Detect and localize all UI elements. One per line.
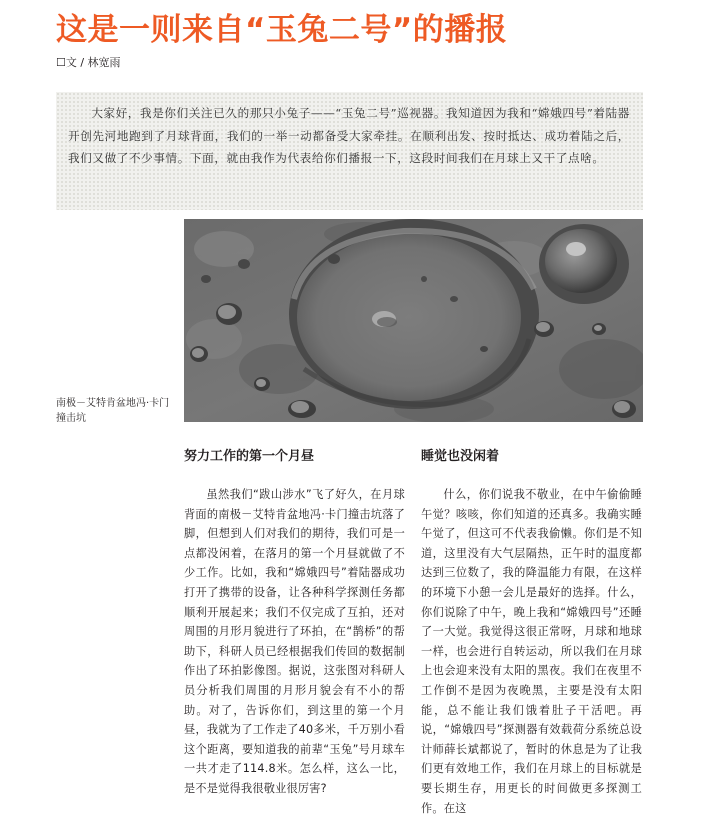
moon-surface-image <box>184 219 643 422</box>
section-heading-left: 努力工作的第一个月昼 <box>184 449 315 464</box>
section-heading-right: 睡觉也没闲着 <box>421 449 500 464</box>
section-body-right: 什么，你们说我不敬业，在中午偷偷睡午觉？咳咳，你们知道的还真多。我确实睡午觉了，但这可不代表我偷懒。你们是不知道，这里没有大气层隔热，正午时的温度都达到三位数了，我的降温能力有限，在这样的环境下小憩一会儿是最好的选择。什么，你们说除了中午，晚上我和“嫦娥四号”还睡了一大觉。我觉得这很正常呀，月球和地球一样，也会进行自转运动，所以我们在月球上也会迎来没有太阳的黑夜。我们在夜里不工作倒不是因为夜晚黑，主要是没有太阳能，总不能让我们饿着肚子干活吧。再说，“嫦娥四号”探测器有效载荷分系统总设计师薛长斌都说了，暂时的休息是为了让我们更有效地工作，我们在月球上的目标就是要长期生存，用更长的时间做更多探测工作。在这 <box>421 488 642 815</box>
article-title: 这是一则来自“玉兔二号”的播报 <box>56 12 508 48</box>
intro-paragraph: 大家好，我是你们关注已久的那只小兔子——“玉兔二号”巡视器。我知道因为我和“嫦娥四号”着陆器开创先河地跑到了月球背面，我们的一举一动都备受大家牵挂。在顺利出发、按时抵达、成功着陆之后，我们又做了不少事情。下面，就由我作为代表给你们播报一下，这段时间我们在月球上又干了点啥。 <box>68 106 630 165</box>
moon-crater-photo <box>184 219 643 422</box>
photo-caption: 南极－艾特肯盆地冯·卡门撞击坑 <box>56 398 170 424</box>
section-body-left: 虽然我们“跋山涉水”飞了好久，在月球背面的南极－艾特肯盆地冯·卡门撞击坑落了脚，但想到人们对我们的期待，我们可是一点都没闲着，在落月的第一个月昼就做了不少工作。比如，我和“嫦娥四号”着陆器成功打开了携带的设备，让各种科学探测任务都顺利开展起来；我们不仅完成了互拍，还对周围的月形月貌进行了环拍，在“鹊桥”的帮助下，科研人员已经根据我们传回的数据制作出了环拍影像图。据说，这张图对科研人员分析我们周围的月形月貌会有不小的帮助。对了，告诉你们，到这里的第一个月昼，我就为了工作走了40多米，千万别小看这个距离，要知道我的前辈“玉兔”号月球车一共才走了114.8米。怎么样，这么一比，是不是觉得我很敬业很厉害? <box>184 488 405 795</box>
article-byline: ☐文 / 林宽雨 <box>56 56 121 69</box>
